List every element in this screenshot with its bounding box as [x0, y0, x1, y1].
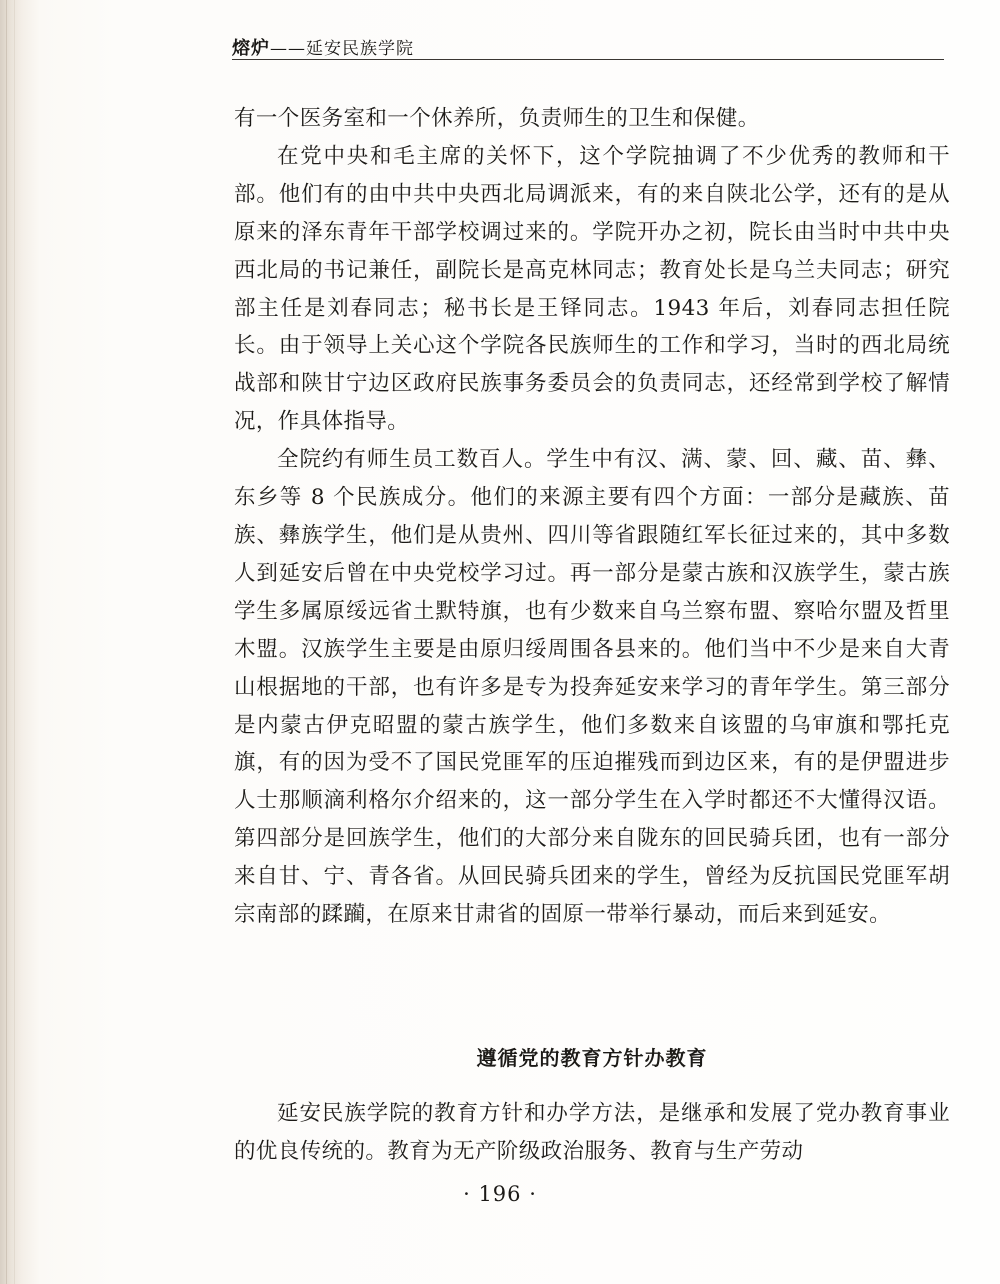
- page-gutter-line: [14, 0, 15, 1284]
- chapter-title: 延安民族学院: [306, 39, 414, 59]
- header-rule: [232, 59, 944, 60]
- section-body-text: [234, 1095, 950, 1171]
- page-gutter-line: [6, 0, 7, 1284]
- header-separator: ——: [270, 39, 306, 59]
- paragraph: 全院约有师生员工数百人。学生中有汉、满、蒙、回、藏、苗、彝、东乡等 8 个民族成分。他们的来源主要有四个方面：一部分是藏族、苗族、彝族学生，他们是从贵州、四川等省跟随红军长征过来的，其中多数人到延安后曾在中央党校学习过。再一部分是蒙古族和汉族学生，蒙古族学生多属原绥远省土默特旗，也有少数来自乌兰察布盟、察哈尔盟及哲里木盟。汉族学生主要是由原归绥周围各县来的。他们当中不少是来自大青山根据地的干部，也有许多是专为投奔延安来学习的青年学生。第三部分是内蒙古伊克昭盟的蒙古族学生，他们多数来自该盟的乌审旗和鄂托克旗，有的因为受不了国民党匪军的压迫摧残而到边区来，有的是伊盟进步人士那顺滴利格尔介绍来的，这一部分学生在入学时都还不大懂得汉语。第四部分是回族学生，他们的大部分来自陇东的回民骑兵团，也有一部分来自甘、宁、青各省。从回民骑兵团来的学生，曾经为反抗国民党匪军胡宗南部的蹂躏，在原来甘肃省的固原一带举行暴动，而后来到延安。: [234, 447, 950, 928]
- header-text: [232, 34, 414, 60]
- paragraph: 延安民族学院的教育方针和办学方法，是继承和发展了党办教育事业的优良传统的。教育为无产阶级政治服务、教育与生产劳动: [234, 1101, 950, 1164]
- body-text: [234, 100, 950, 934]
- paragraph: 有一个医务室和一个休养所，负责师生的卫生和保健。: [234, 106, 760, 131]
- section-title: 遵循党的教育方针办教育: [476, 1046, 708, 1070]
- running-header: [232, 26, 944, 62]
- book-title: 熔炉: [232, 38, 270, 59]
- paragraph: 在党中央和毛主席的关怀下，这个学院抽调了不少优秀的教师和干部。他们有的由中共中央西北局调派来，有的来自陕北公学，还有的是从原来的泽东青年干部学校调过来的。学院开办之初，院长由当时中共中央西北局的书记兼任，副院长是高克林同志；教育处长是乌兰夫同志；研究部主任是刘春同志；秘书长是王铎同志。1943 年后，刘春同志担任院长。由于领导上关心这个学院各民族师生的工作和学习，当时的西北局统战部和陕甘宁边区政府民族事务委员会的负责同志，还经常到学校了解情况，作具体指导。: [234, 143, 950, 435]
- page-number: · 196 ·: [463, 1182, 537, 1206]
